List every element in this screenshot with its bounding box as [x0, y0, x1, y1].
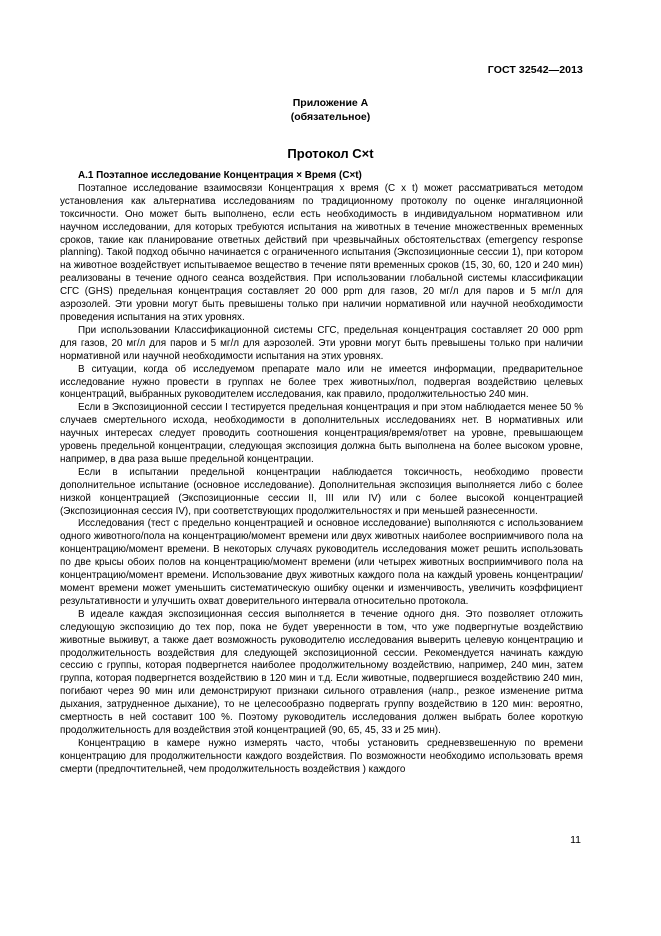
paragraph: При использовании Классификационной системы СГС, предельная концентрация составляет 20 000 ppm для газов, 20 мг/л для паров и 5 мг/л для аэрозолей. Эти уровни могут быть превышены только при наличии нормативной или научной необходимости испытания на этих уровнях. — [60, 324, 583, 362]
paragraph: Исследования (тест с предельно концентрацией и основное исследование) выполняются с использованием одного животного/пола на концентрацию/момент времени или двух животных наиболее восприимчивого пола на концентрацию/момент времени. В некоторых случаях руководитель исследования может решить использовать по две крысы обоих полов на концентрацию/момент времени (или четырех животных восприимчивого пола на концентрацию/момент времени. Использование двух животных каждого пола на каждый уровень концентрации/момент времени может уменьшить систематическую ошибку оценки и изменчивость, увеличить коэффициент результативности и улучшить охват доверительного интервала относительно протокола. — [60, 518, 583, 607]
paragraph: Если в Экспозиционной сессии I тестируется предельная концентрация и при этом наблюдается менее 50 % случаев смертельного исхода, необходимости в дополнительных исследованиях нет. В нормативных или научных интересах следует проводить соотношения концентрация/время/ответ на уровне, превышающем уровень предельной концентрации, следующая экспозиция должна быть выполнена на более высоком уровне, например, в два раза выше предельной концентрации. — [60, 402, 583, 465]
page-number: 11 — [570, 834, 581, 846]
section-heading: А.1 Поэтапное исследование Концентрация × Время (С×t) — [78, 170, 362, 181]
paragraph: В ситуации, когда об исследуемом препарате мало или не имеется информации, предварительное исследование нужно провести в группах не более трех животных/пол, подвергая воздействию целевых концентраций, выбранных руководителем исследования, как правило, продолжительностью 240 мин. — [60, 363, 583, 401]
annex-subtitle: (обязательное) — [290, 111, 371, 123]
standard-number: ГОСТ 32542—2013 — [487, 64, 583, 76]
paragraph: В идеале каждая экспозиционная сессия выполняется в течение одного дня. Это позволяет отложить следующую экспозицию до тех пор, пока не будет уверенности в том, что уже подвергнутые воздействию животные выживут, а также дает возможность руководителю исследования выверить целевую концентрацию и продолжительность воздействия для следующей экспозиционной сессии. Рекомендуется начинать каждую сессию с группы, которая подвергнется наиболее продолжительному воздействию, например, 240 мин, затем группа, которая подвергнется воздействию в 120 мин и т.д. Если животные, подвергшиеся воздействию 240 мин, погибают через 90 мин или демонстрируют признаки сильного отравления (напр., резкое изменение ритма дыхания, затрудненное дыхание), то не целесообразно подвергать группу воздействию в 120 мин: вероятно, смертность в ней составит 100 %. Поэтому руководитель исследования должен выбрать более короткую продолжительность для воздействия этой концентрацией (90, 65, 45, 33 и 25 мин). — [60, 608, 583, 736]
annex-title: Приложение А — [292, 97, 369, 109]
protocol-title: Протокол С×t — [287, 146, 374, 161]
paragraph: Концентрацию в камере нужно измерять часто, чтобы установить средневзвешенную по времени концентрацию для продолжительности каждого воздействия. По возможности необходимо использовать время смерти (предпочтительней, чем продолжительность воздействия ) каждого — [60, 737, 583, 775]
paragraph: Если в испытании предельной концентрации наблюдается токсичность, необходимо провести дополнительное испытание (основное исследование). Дополнительная экспозиция выполняется либо с более низкой концентрацией (Экспозиционные сессии II, III или IV) или с более высокой концентрацией (Экспозиционная сессия IV), при соответствующих продолжительностях и при меньшей разнесенности. — [60, 466, 583, 517]
paragraph: Поэтапное исследование взаимосвязи Концентрация х время (С х t) может рассматриваться методом установления как альтернатива исследованиям по традиционному протоколу по оценке ингаляционной токсичности. Оно может быть выполнено, если есть необходимость в индивидуальном нормативном или научном исследовании, для которых требуются испытания на животных в течение множественных временных сроков, такие как планирование ответных действий при чрезвычайных обстоятельствах (emergency response planning). Такой подход обычно начинается с ограниченного испытания (Экспозиционные сессии 1), при котором на животное воздействует испытываемое вещество в течение пяти временных сроков (15, 30, 60, 120 и 240 мин) реализованы в течение одного сеанса воздействия. При использовании глобальной системы классификации СГС (GHS) предельная концентрация составляет 20 000 ppm для газов, 20 мг/л для паров и 5 мг/л для аэрозолей. Эти уровни могут быть превышены только при наличии нормативной или научной необходимости проведения испытания на этих уровнях. — [60, 182, 583, 323]
annex-heading — [0, 96, 661, 124]
body-text — [60, 170, 583, 777]
